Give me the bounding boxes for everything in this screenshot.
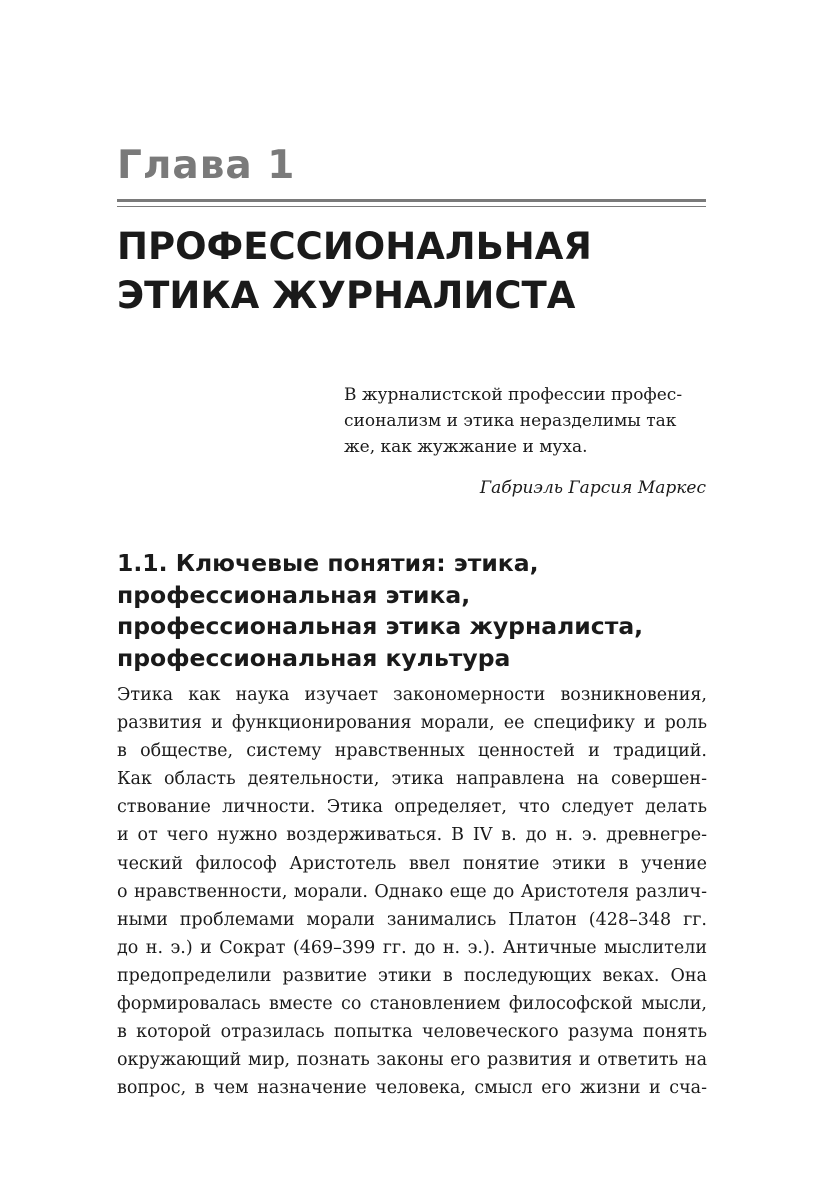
body-line: ствование личности. Этика определяет, что следует делать bbox=[117, 797, 707, 818]
body-line: в которой отразилась попытка человеческого разума понять bbox=[117, 1022, 707, 1043]
body-line: до н. э.) и Сократ (469–399 гг. до н. э.). Античные мыслители bbox=[117, 937, 707, 958]
body-line: формировалась вместе со становлением философской мысли, bbox=[117, 994, 707, 1015]
chapter-label: Глава 1 bbox=[117, 143, 296, 188]
epigraph-author: Габриэль Гарсия Маркес bbox=[479, 478, 706, 498]
body-paragraph bbox=[117, 681, 707, 1102]
body-line: Как область деятельности, этика направлена на совершен- bbox=[117, 769, 707, 790]
body-line: о нравственности, морали. Однако еще до Аристотеля различ- bbox=[117, 881, 707, 902]
body-line: и от чего нужно воздерживаться. В IV в. до н. э. древнегре- bbox=[117, 825, 707, 846]
body-line: Этика как наука изучает закономерности возникновения, bbox=[117, 685, 707, 705]
chapter-rule-thin bbox=[117, 206, 706, 207]
epigraph-line: В журналистской профессии профес- bbox=[344, 385, 683, 405]
section-heading-line: профессиональная культура bbox=[117, 643, 511, 672]
epigraph-line: сионализм и этика неразделимы так bbox=[344, 411, 677, 431]
chapter-title bbox=[117, 222, 717, 320]
epigraph-line: же, как жужжание и муха. bbox=[344, 437, 588, 457]
body-line: окружающий мир, познать законы его развития и ответить на bbox=[117, 1050, 707, 1071]
body-line: вопрос, в чем назначение человека, смысл его жизни и сча- bbox=[117, 1078, 707, 1099]
body-line: ными проблемами морали занимались Платон (428–348 гг. bbox=[117, 909, 707, 930]
body-line: предопределили развитие этики в последующих веках. Она bbox=[117, 965, 707, 986]
body-line: развития и функционирования морали, ее специфику и роль bbox=[117, 713, 707, 734]
chapter-title-line: ЭТИКА ЖУРНАЛИСТА bbox=[117, 274, 576, 317]
section-heading bbox=[117, 548, 717, 674]
body-line: в обществе, систему нравственных ценностей и традиций. bbox=[117, 741, 707, 762]
chapter-title-line: ПРОФЕССИОНАЛЬНАЯ bbox=[117, 225, 592, 268]
section-heading-line: 1.1. Ключевые понятия: этика, bbox=[117, 549, 539, 577]
section-heading-line: профессиональная этика, bbox=[117, 580, 471, 609]
body-line: ческий философ Аристотель ввел понятие этики в учение bbox=[117, 853, 707, 874]
section-heading-line: профессиональная этика журналиста, bbox=[117, 612, 644, 640]
chapter-rule-thick bbox=[117, 199, 706, 202]
epigraph-quote bbox=[344, 382, 706, 460]
